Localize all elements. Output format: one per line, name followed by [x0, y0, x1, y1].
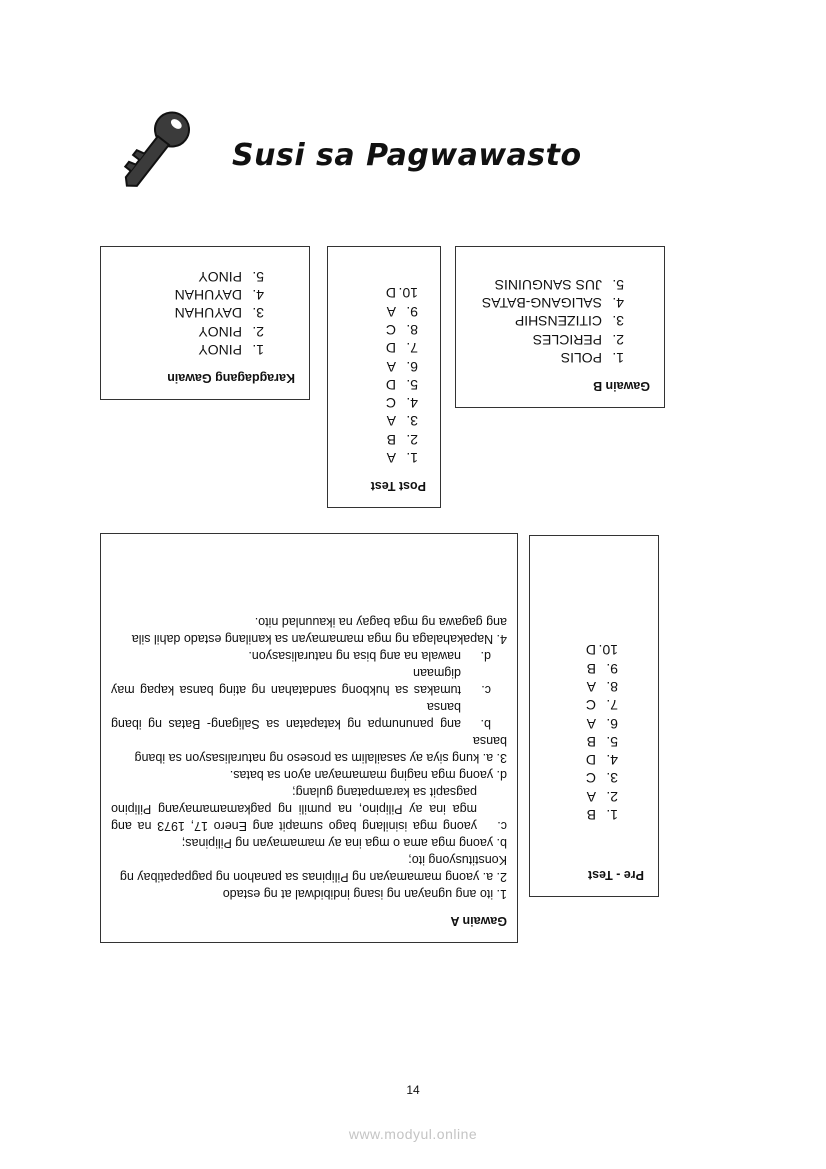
- list-item: 1.B: [586, 807, 618, 823]
- gawain-a-item-2d: d. yaong mga naging mamamayan ayon sa batas.: [229, 768, 507, 782]
- gawain-a-item-3c: c. tumakas sa hukbong sandatahan ng ating bansa kapag may digmaan: [111, 666, 491, 697]
- list-item: 6.A: [386, 358, 418, 375]
- list-item: 4.SALIGANG-BATAS: [481, 295, 624, 312]
- list-item: 10.D: [585, 642, 618, 659]
- list-item: 2.PERICLES: [532, 331, 624, 348]
- gawain-a-item-3d: d. nawala na ang bisa ng naturalisasyon.: [248, 649, 491, 663]
- pre-test-title: Pre - Test: [587, 868, 644, 882]
- post-test-list: [342, 284, 426, 467]
- gawain-a-box: [100, 533, 518, 943]
- list-item: 1.POLIS: [560, 350, 624, 366]
- karagdagang-gawain-list: [115, 268, 295, 359]
- list-item: 7.D: [385, 340, 418, 357]
- list-item: 9.A: [386, 303, 418, 320]
- gawain-a-item-1: 1. ito ang ugnayan ng isang indibidwal at ng estado: [222, 887, 507, 901]
- list-item: 6.A: [586, 715, 618, 732]
- gawain-a-item-3a: 3. a. kung siya ay sasailalim sa proseso ng naturalisasyon sa ibang bansa: [134, 734, 507, 765]
- gawain-b-box: [455, 246, 665, 408]
- karagdagang-gawain-box: [100, 246, 310, 400]
- list-item: 1.PINOY: [198, 342, 264, 358]
- list-item: 2.PINOY: [198, 323, 264, 340]
- list-item: 3.DAYUHAN: [174, 305, 264, 322]
- gawain-a-item-2b: b. yaong mga ama o mga ina ay mamamayan ng Pilipinas;: [181, 836, 507, 850]
- gawain-a-item-2a: 2. a. yaong mamamayan ng Pilipinas sa panahon ng pagpapatibay ng Konstitusyong ito;: [119, 853, 507, 884]
- list-item: 3.C: [585, 770, 618, 787]
- list-item: 9.B: [586, 660, 618, 677]
- list-item: 4.D: [585, 752, 618, 769]
- pre-test-box: [529, 535, 659, 897]
- page-number: 14: [406, 1083, 420, 1097]
- post-test-box: [327, 246, 441, 508]
- post-test-title: Post Test: [370, 479, 426, 493]
- list-item: 2.B: [386, 431, 418, 448]
- list-item: 5.JUS SANGUINIS: [494, 276, 624, 293]
- list-item: 4.DAYUHAN: [174, 287, 264, 304]
- page-title: Susi sa Pagwawasto: [232, 138, 582, 173]
- gawain-a-item-3b: b. ang panunumpa ng katapatan sa Saligang- Batas ng ibang bansa: [111, 700, 491, 731]
- list-item: 3.CITIZENSHIP: [514, 313, 624, 330]
- list-item: 2.A: [586, 788, 618, 805]
- gawain-a-item-4: 4. Napakahalaga ng mga mamamayan sa kanilang estado dahil sila ang gagawa ng mga bagay na ikauunlad nito.: [131, 615, 507, 646]
- list-item: 5.B: [586, 733, 618, 750]
- list-item: 5.D: [385, 376, 418, 393]
- list-item: 1.A: [386, 450, 418, 466]
- gawain-b-list: [470, 276, 650, 367]
- gawain-a-item-2c: c. yaong mga isinilang bago sumapit ang Enero 17, 1973 na ang mga ina ay Pilipino, na pumili ng pagkamamamayang Pilipino pagsapit sa karampatang gulang;: [111, 785, 507, 833]
- gawain-a-content: [111, 613, 507, 902]
- karagdagang-gawain-title: Karagdagang Gawain: [167, 371, 295, 385]
- key-icon: [116, 104, 196, 196]
- list-item: 8.A: [586, 678, 618, 695]
- list-item: 8.C: [385, 321, 418, 338]
- gawain-b-title: Gawain B: [593, 379, 650, 393]
- list-item: 4.C: [385, 395, 418, 412]
- gawain-a-title: Gawain A: [450, 914, 507, 928]
- watermark: www.modyul.online: [348, 1126, 478, 1142]
- list-item: 7.C: [585, 697, 618, 714]
- list-item: 5.PINOY: [198, 268, 264, 285]
- list-item: 10.D: [385, 285, 418, 302]
- pre-test-list: [544, 641, 644, 824]
- list-item: 3.A: [386, 413, 418, 430]
